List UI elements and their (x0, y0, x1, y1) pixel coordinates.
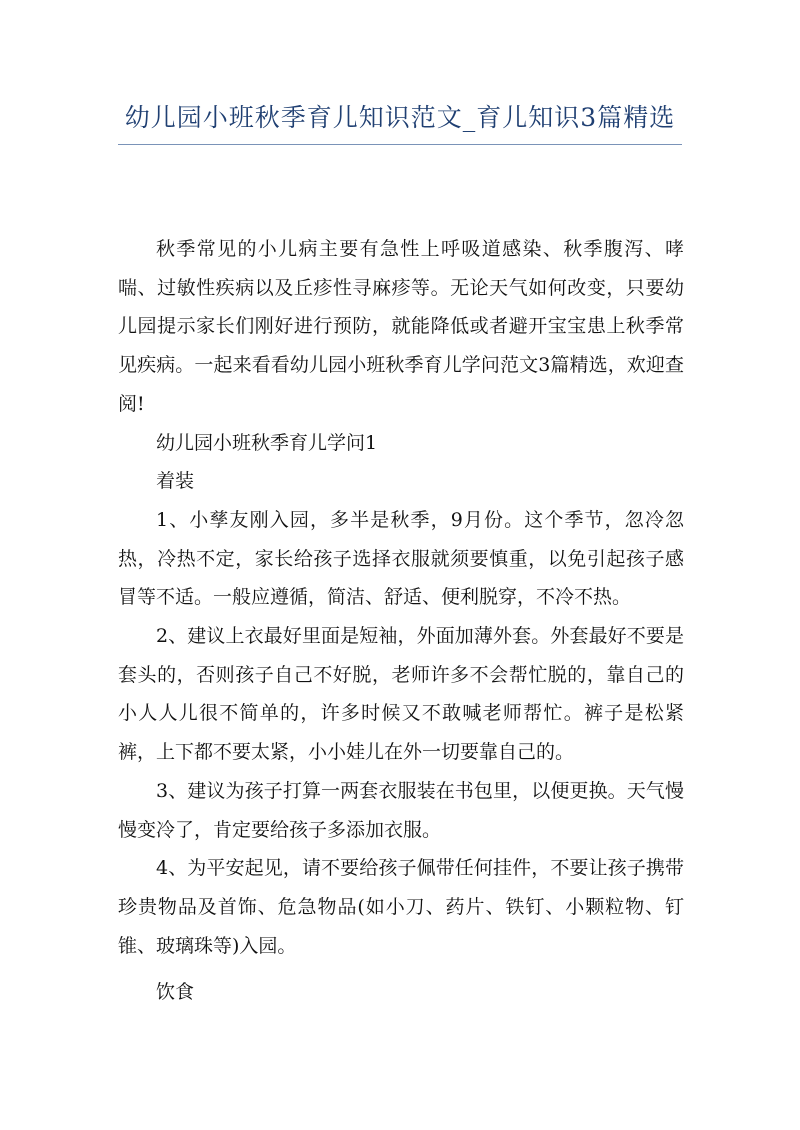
document-title: 幼儿园小班秋季育儿知识范文_育儿知识3篇精选 (124, 103, 676, 132)
subheading-food: 饮食 (156, 981, 195, 1004)
clothing-item-2: 2、建议上衣最好里面是短袖，外面加薄外套。外套最好不要是套头的，否则孩子自己不好脱，老师许多不会帮忙脱的，靠自己的小人人儿很不简单的，许多时候又不敢喊老师帮忙。裤子是松紧裤，上下都不要太紧，小小娃儿在外一切要靠自己的。 (118, 625, 684, 764)
intro-paragraph: 秋季常见的小儿病主要有急性上呼吸道感染、秋季腹泻、哮喘、过敏性疾病以及丘疹性寻麻疹等。无论天气如何改变，只要幼儿园提示家长们刚好进行预防，就能降低或者避开宝宝患上秋季常见疾病。一起来看看幼儿园小班秋季育儿学问范文3篇精选，欢迎查阅! (118, 238, 684, 415)
clothing-item-3: 3、建议为孩子打算一两套衣服装在书包里，以便更换。天气慢慢变冷了，肯定要给孩子多添加衣服。 (118, 779, 684, 841)
clothing-item-4: 4、为平安起见，请不要给孩子佩带任何挂件，不要让孩子携带珍贵物品及首饰、危急物品(如小刀、药片、铁钉、小颗粒物、钉锥、玻璃珠等)入园。 (118, 857, 684, 957)
clothing-item-1: 1、小孳友刚入园，多半是秋季，9月份。这个季节，忽冷忽热，冷热不定，家长给孩子选择衣服就须要慎重，以免引起孩子感冒等不适。一般应遵循，简洁、舒适、便利脱穿，不冷不热。 (118, 508, 684, 609)
document-body (118, 230, 684, 1012)
title-divider (118, 144, 682, 145)
subheading-clothing: 着装 (156, 470, 195, 493)
section-title: 幼儿园小班秋季育儿学问1 (156, 431, 378, 454)
